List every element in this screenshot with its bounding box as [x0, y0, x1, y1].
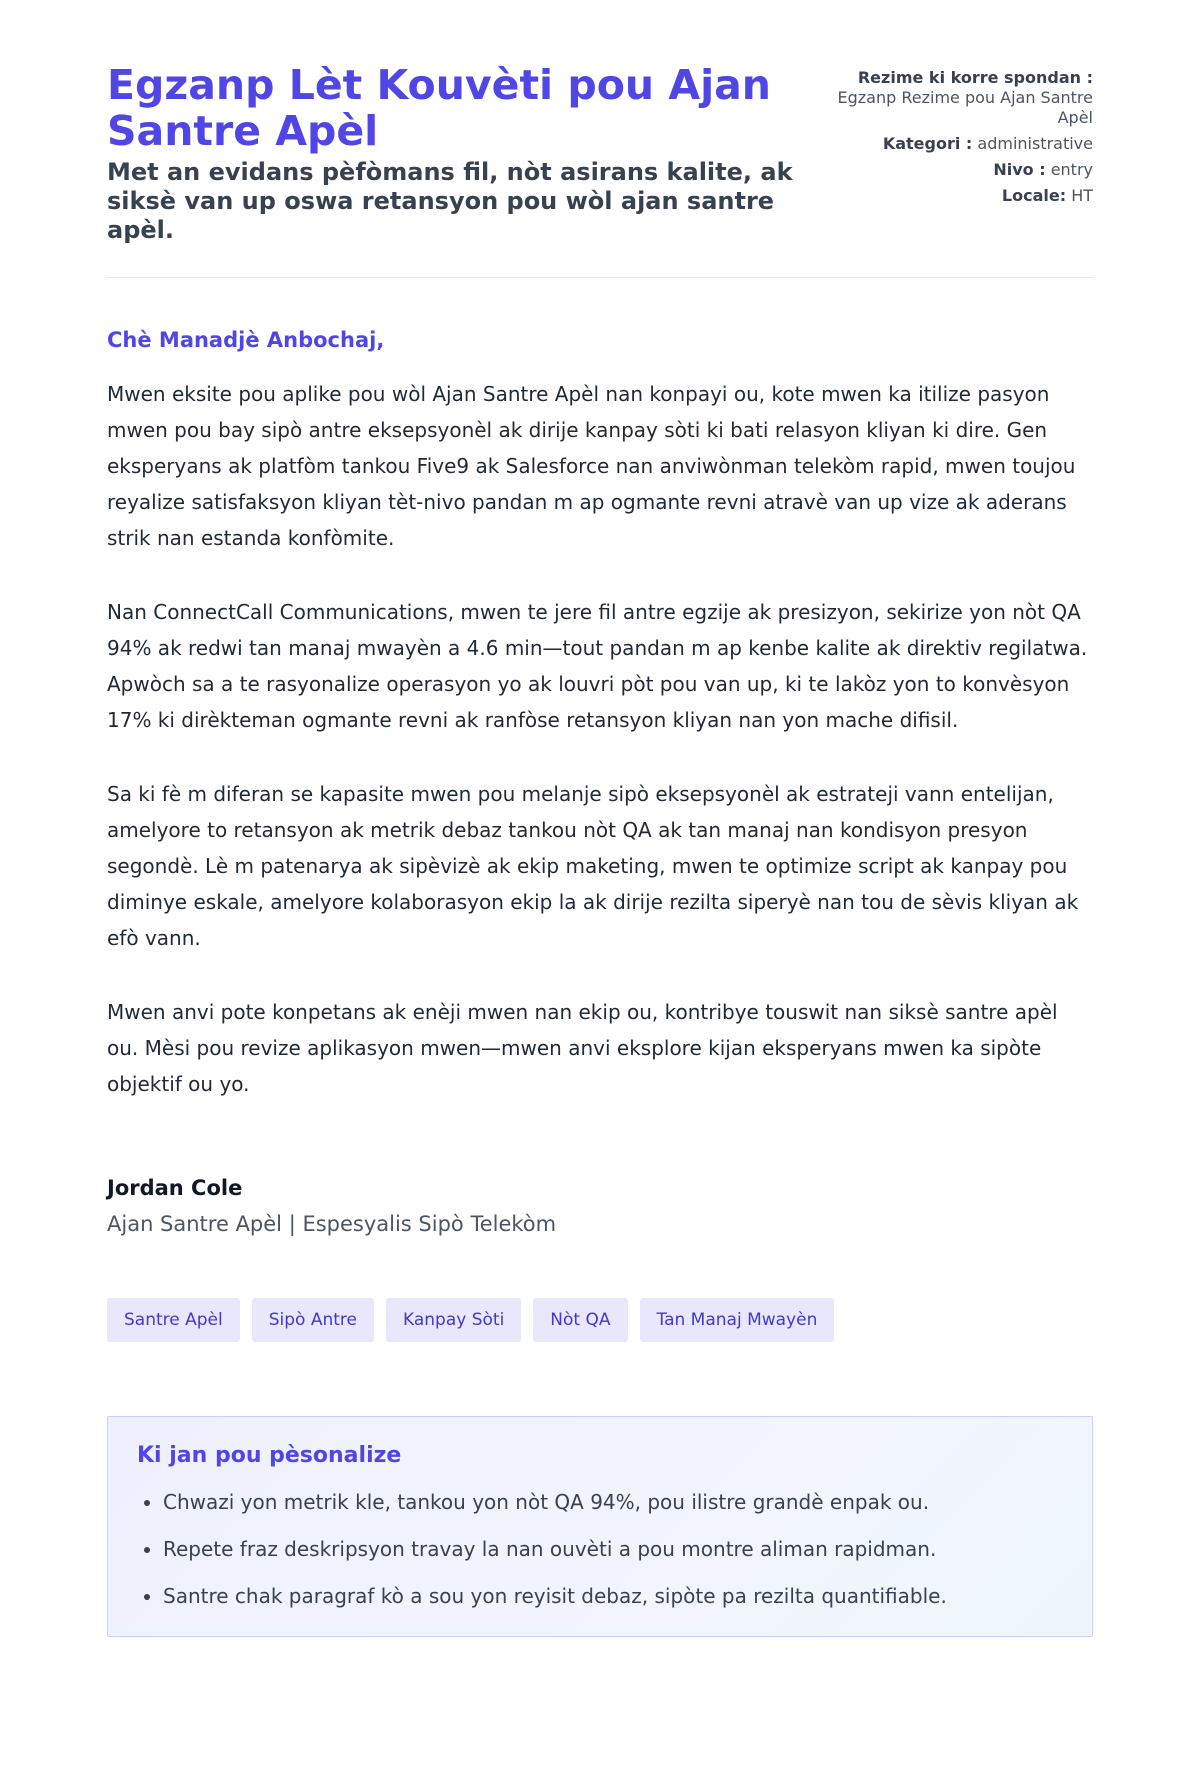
tag: Sipò Antre	[252, 1298, 374, 1342]
signer-name: Jordan Cole	[107, 1176, 243, 1200]
tip-item: • Santre chak paragraf kò a sou yon reyisit debaz, sipòte pa rezilta quantifiable.	[163, 1584, 1063, 1608]
letter-salutation: Chè Manadjè Anbochaj,	[107, 328, 385, 352]
tip-item: • Chwazi yon metrik kle, tankou yon nòt QA 94%, pou ilistre grandè enpak ou.	[163, 1490, 1063, 1514]
tag: Tan Manaj Mwayèn	[640, 1298, 835, 1342]
letter-paragraph: Mwen eksite pou aplike pou wòl Ajan Santre Apèl nan konpayi ou, kote mwen ka itilize pasyon mwen pou bay sipò antre eksepsyonèl ak dirije kanpay sòti ki bati relasyon kliyan ki dire. Gen eksperyans ak platfòm tankou Five9 ak Salesforce nan anviwònman telekòm rapid, mwen toujou reyalize satisfaksyon kliyan tèt-nivo pandan m ap ogmante revni atravè van up vize ak aderans strik nan estanda konfòmite.	[107, 382, 1076, 550]
meta-level-value: entry	[1050, 160, 1093, 179]
meta-resume-label: Rezime ki korre spondan :	[857, 68, 1093, 87]
signer-title: Ajan Santre Apèl | Espesyalis Sipò Telekòm	[107, 1212, 557, 1236]
tag: Nòt QA	[533, 1298, 627, 1342]
meta-locale-value: HT	[1071, 186, 1093, 205]
header-titles	[107, 62, 807, 245]
page-header	[107, 62, 1093, 278]
customization-tips-box	[107, 1416, 1093, 1637]
tips-title: Ki jan pou pèsonalize	[137, 1443, 402, 1468]
meta-category-value: administrative	[977, 134, 1093, 153]
page-title: Egzanp Lèt Kouvèti pou Ajan Santre Apèl	[107, 61, 771, 155]
tag-list	[107, 1298, 1093, 1342]
meta-category	[813, 134, 1093, 154]
meta-locale-label: Locale:	[1001, 186, 1067, 205]
tips-list	[137, 1490, 1063, 1608]
meta-resume	[813, 68, 1093, 128]
tip-item: • Repete fraz deskripsyon travay la nan ouvèti a pou montre aliman rapidman.	[163, 1537, 1063, 1561]
tag: Kanpay Sòti	[386, 1298, 521, 1342]
meta-resume-value[interactable]: Egzanp Rezime pou Ajan Santre Apèl	[837, 88, 1093, 127]
meta-level-label: Nivo :	[993, 160, 1046, 179]
page-subtitle: Met an evidans pèfòmans fil, nòt asirans kalite, ak siksè van up oswa retansyon pou wòl ajan santre apèl.	[107, 158, 793, 244]
meta-locale	[813, 186, 1093, 206]
letter-paragraph: Nan ConnectCall Communications, mwen te jere fil antre egzije ak presizyon, sekirize yon nòt QA 94% ak redwi tan manaj mwayèn a 4.6 min—tout pandan m ap kenbe kalite ak direktiv regilatwa. Apwòch sa a te rasyonalize operasyon yo ak louvri pòt pou van up, ki te lakòz yon to konvèsyon 17% ki dirèkteman ogmante revni ak ranfòse retansyon kliyan nan yon mache difisil.	[107, 600, 1088, 732]
letter-paragraph: Mwen anvi pote konpetans ak enèji mwen nan ekip ou, kontribye touswit nan siksè santre apèl ou. Mèsi pou revize aplikasyon mwen—mwen anvi eksplore kijan eksperyans mwen ka sipòte objektif ou yo.	[107, 1000, 1058, 1096]
letter-paragraph: Sa ki fè m diferan se kapasite mwen pou melanje sipò eksepsyonèl ak estrateji vann entelijan, amelyore to retansyon ak metrik debaz tankou nòt QA ak tan manaj nan kondisyon presyon segondè. Lè m patenarya ak sipèvizè ak ekip maketing, mwen te optimize script ak kanpay pou diminye eskale, amelyore kolaborasyon ekip la ak dirije rezilta siperyè nan tou de sèvis kliyan ak efò vann.	[107, 782, 1079, 950]
tag: Santre Apèl	[107, 1298, 240, 1342]
meta-category-label: Kategori :	[882, 134, 973, 153]
meta-panel	[813, 62, 1093, 212]
meta-level	[813, 160, 1093, 180]
